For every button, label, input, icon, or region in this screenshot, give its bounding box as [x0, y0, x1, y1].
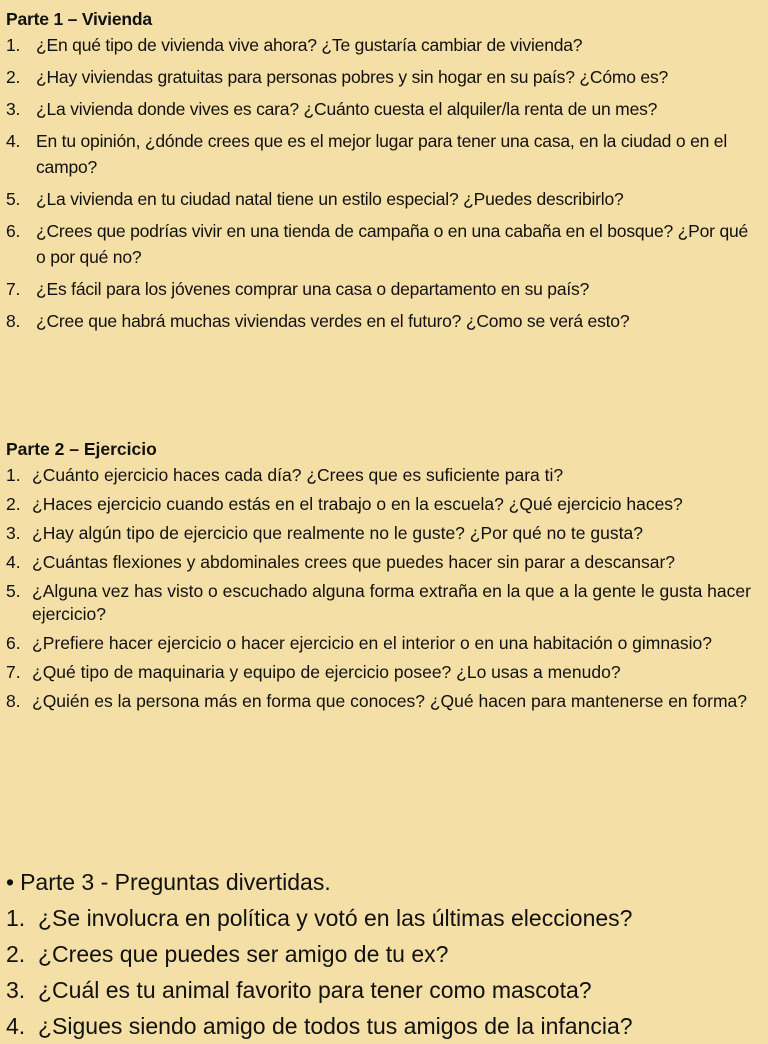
item-number: 3.: [6, 977, 26, 1003]
question-text: ¿Cuál es tu animal favorito para tener como mascota?: [38, 977, 592, 1003]
question-text: ¿Cuánto ejercicio haces cada día? ¿Crees que es suficiente para ti?: [32, 465, 564, 485]
item-number: 6.: [6, 221, 21, 241]
question-text: ¿Se involucra en política y votó en las últimas elecciones?: [38, 905, 633, 931]
list-item: [6, 900, 762, 936]
question-list: [6, 464, 762, 713]
section-preguntas-divertidas: [6, 864, 762, 1044]
list-item: [6, 972, 762, 1008]
section-title: [6, 864, 762, 900]
list-item: [6, 632, 762, 655]
list-item: [6, 128, 762, 180]
item-number: 8.: [6, 311, 21, 331]
item-number: 5.: [6, 581, 21, 601]
section-title: Parte 2 – Ejercicio: [6, 439, 157, 459]
item-number: 4.: [6, 1013, 26, 1039]
item-number: 1.: [6, 35, 21, 55]
section-vivienda: [6, 6, 762, 340]
item-number: 3.: [6, 99, 21, 119]
item-number: 7.: [6, 279, 21, 299]
question-text: ¿Hay viviendas gratuitas para personas pobres y sin hogar en su país? ¿Cómo es?: [36, 67, 669, 87]
section-ejercicio: [6, 436, 762, 719]
list-item: [6, 690, 762, 713]
list-item: [6, 522, 762, 545]
question-list: [6, 32, 762, 334]
question-text: ¿La vivienda en tu ciudad natal tiene un estilo especial? ¿Puedes describirlo?: [36, 189, 624, 209]
item-number: 5.: [6, 189, 21, 209]
section-title-text: Parte 3 - Preguntas divertidas.: [20, 869, 331, 895]
question-text: ¿Haces ejercicio cuando estás en el trabajo o en la escuela? ¿Qué ejercicio haces?: [32, 494, 683, 514]
list-item: [6, 276, 762, 302]
list-item: [6, 218, 762, 270]
item-number: 2.: [6, 67, 21, 87]
question-text: ¿Hay algún tipo de ejercicio que realmente no le guste? ¿Por qué no te gusta?: [32, 523, 643, 543]
item-number: 7.: [6, 662, 21, 682]
item-number: 1.: [6, 905, 26, 931]
question-text: ¿Crees que puedes ser amigo de tu ex?: [38, 941, 449, 967]
question-text: En tu opinión, ¿dónde crees que es el mejor lugar para tener una casa, en la ciudad o en el campo?: [36, 131, 728, 177]
question-text: ¿La vivienda donde vives es cara? ¿Cuánto cuesta el alquiler/la renta de un mes?: [36, 99, 658, 119]
question-text: ¿Cuántas flexiones y abdominales crees que puedes hacer sin parar a descansar?: [32, 552, 676, 572]
list-item: [6, 186, 762, 212]
item-number: 2.: [6, 494, 21, 514]
list-item: [6, 551, 762, 574]
list-item: [6, 661, 762, 684]
item-number: 6.: [6, 633, 21, 653]
item-number: 2.: [6, 941, 26, 967]
list-item: [6, 308, 762, 334]
list-item: [6, 493, 762, 516]
list-item: [6, 32, 762, 58]
question-list: [6, 900, 762, 1044]
list-item: [6, 580, 762, 626]
list-item: [6, 1008, 762, 1044]
question-text: ¿Quién es la persona más en forma que conoces? ¿Qué hacen para mantenerse en forma?: [32, 691, 747, 711]
item-number: 8.: [6, 691, 21, 711]
question-text: ¿Sigues siendo amigo de todos tus amigos de la infancia?: [38, 1013, 633, 1039]
question-text: ¿Crees que podrías vivir en una tienda de campaña o en una cabaña en el bosque? ¿Por qué o por qué no?: [36, 221, 749, 267]
question-text: ¿Es fácil para los jóvenes comprar una casa o departamento en su país?: [36, 279, 590, 299]
list-item: [6, 936, 762, 972]
question-text: ¿Alguna vez has visto o escuchado alguna forma extraña en la que a la gente le gusta hacer ejercicio?: [32, 581, 751, 624]
item-number: 1.: [6, 465, 21, 485]
section-title: Parte 1 – Vivienda: [6, 9, 152, 29]
item-number: 3.: [6, 523, 21, 543]
question-text: ¿En qué tipo de vivienda vive ahora? ¿Te gustaría cambiar de vivienda?: [36, 35, 583, 55]
bullet-marker: •: [6, 869, 15, 895]
question-text: ¿Cree que habrá muchas viviendas verdes en el futuro? ¿Como se verá esto?: [36, 311, 630, 331]
item-number: 4.: [6, 131, 21, 151]
list-item: [6, 464, 762, 487]
item-number: 4.: [6, 552, 21, 572]
list-item: [6, 96, 762, 122]
question-text: ¿Qué tipo de maquinaria y equipo de ejercicio posee? ¿Lo usas a menudo?: [32, 662, 621, 682]
list-item: [6, 64, 762, 90]
question-text: ¿Prefiere hacer ejercicio o hacer ejercicio en el interior o en una habitación o gimnasio?: [32, 633, 712, 653]
